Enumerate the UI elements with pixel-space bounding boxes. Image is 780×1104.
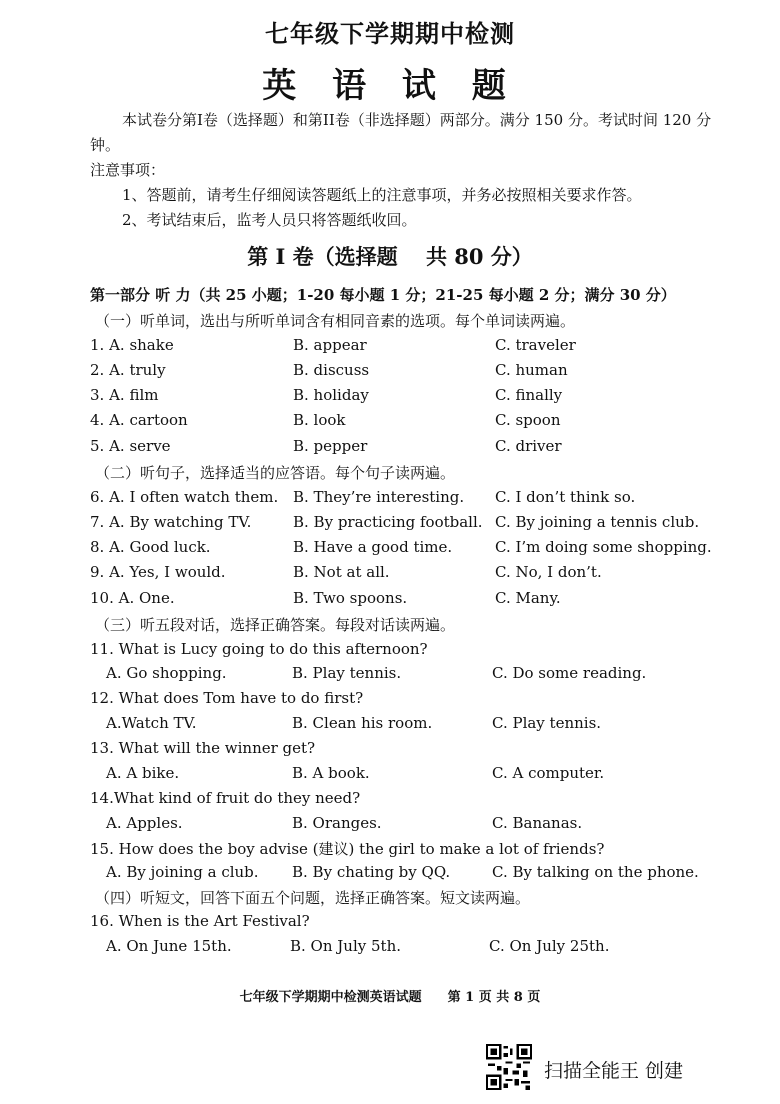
question-row — [90, 513, 730, 537]
section-title: 第 I 卷（选择题 共 80 分） — [247, 244, 533, 269]
question-stem: 13. What will the winner get? — [90, 739, 316, 757]
exam-intro: 本试卷分第I卷（选择题）和第II卷（非选择题）两部分。满分 150 分。考试时间 120 分钟。 — [90, 111, 712, 154]
question-options — [106, 714, 746, 738]
question-row — [90, 488, 730, 512]
option-c: C. traveler — [495, 336, 576, 354]
question-row — [90, 538, 730, 562]
question-stem: 15. How does the boy advise (建议) the girl to make a lot of friends? — [90, 840, 605, 858]
question-options — [106, 764, 746, 788]
question-options — [106, 664, 746, 688]
option-b: B. pepper — [293, 437, 368, 455]
option-c: C. human — [495, 361, 568, 379]
sub-instruction: （四）听短文，回答下面五个问题，选择正确答案。短文读两遍。 — [95, 889, 531, 907]
option-b: B. Clean his room. — [292, 714, 433, 732]
option-c: C. spoon — [495, 411, 561, 429]
option-c: C. I’m doing some shopping. — [495, 538, 712, 556]
option-c: C. driver — [495, 437, 562, 455]
question-stem: 12. What does Tom have to do first? — [90, 689, 364, 707]
option-b: B. They’re interesting. — [293, 488, 465, 506]
option-c: C. By talking on the phone. — [492, 863, 699, 881]
question-stem: 14.What kind of fruit do they need? — [90, 789, 361, 807]
option-a: A. A bike. — [106, 764, 180, 782]
question-row — [90, 563, 730, 587]
option-c: C. Bananas. — [492, 814, 583, 832]
question-stem: 11. What is Lucy going to do this afternoon? — [90, 640, 428, 658]
notes-title: 注意事项： — [90, 161, 166, 179]
option-b: B. Not at all. — [293, 563, 390, 581]
question-stem: 16. When is the Art Festival? — [90, 912, 310, 930]
option-b: B. look — [293, 411, 346, 429]
sub-instruction: （三）听五段对话，选择正确答案。每段对话读两遍。 — [95, 616, 456, 634]
question-row — [90, 361, 730, 385]
exam-title: 七年级下学期期中检测 — [265, 19, 515, 48]
option-b: B. discuss — [293, 361, 370, 379]
page-footer: 七年级下学期期中检测英语试题 第 1 页 共 8 页 — [239, 990, 541, 1005]
option-a: A. By joining a club. — [106, 863, 259, 881]
option-c: C. On July 25th. — [489, 937, 610, 955]
option-a: 9. A. Yes, I would. — [90, 563, 226, 581]
option-a: 10. A. One. — [90, 589, 175, 607]
option-b: B. A book. — [292, 764, 370, 782]
question-row — [90, 437, 730, 461]
option-a: 7. A. By watching TV. — [90, 513, 252, 531]
part-title: 第一部分 听 力（共 25 小题；1-20 每小题 1 分；21-25 每小题 2 分；满分 30 分） — [90, 286, 676, 304]
sub-instruction: （一）听单词，选出与所听单词含有相同音素的选项。每个单词读两遍。 — [95, 312, 576, 330]
option-c: C. Do some reading. — [492, 664, 647, 682]
option-a: 4. A. cartoon — [90, 411, 188, 429]
option-c: C. No, I don’t. — [495, 563, 602, 581]
note-item: 1、答题前，请考生仔细阅读答题纸上的注意事项，并务必按照相关要求作答。 — [122, 186, 642, 204]
option-b: B. On July 5th. — [290, 937, 401, 955]
option-c: C. A computer. — [492, 764, 605, 782]
question-options — [106, 814, 746, 838]
option-b: B. holiday — [293, 386, 369, 404]
sub-instruction: （二）听句子，选择适当的应答语。每个句子读两遍。 — [95, 464, 456, 482]
option-a: A.Watch TV. — [106, 714, 197, 732]
option-b: B. Two spoons. — [293, 589, 408, 607]
option-c: C. Play tennis. — [492, 714, 602, 732]
option-a: 1. A. shake — [90, 336, 174, 354]
qr-code-icon — [486, 1044, 532, 1090]
option-a: A. Go shopping. — [106, 664, 227, 682]
option-b: B. appear — [293, 336, 367, 354]
option-b: B. Play tennis. — [292, 664, 402, 682]
option-c: C. I don’t think so. — [495, 488, 636, 506]
note-item: 2、考试结束后，监考人员只将答题纸收回。 — [122, 211, 417, 229]
option-a: 2. A. truly — [90, 361, 166, 379]
option-a: 8. A. Good luck. — [90, 538, 211, 556]
question-row — [90, 411, 730, 435]
option-a: 5. A. serve — [90, 437, 171, 455]
option-b: B. By practicing football. — [293, 513, 483, 531]
question-row — [90, 336, 730, 360]
option-c: C. finally — [495, 386, 563, 404]
option-b: B. Have a good time. — [293, 538, 453, 556]
option-a: A. On June 15th. — [106, 937, 232, 955]
option-c: C. By joining a tennis club. — [495, 513, 700, 531]
question-row — [90, 386, 730, 410]
exam-subject-title: 英 语 试 题 — [262, 66, 518, 106]
option-a: 6. A. I often watch them. — [90, 488, 279, 506]
question-row — [90, 589, 730, 613]
option-a: 3. A. film — [90, 386, 159, 404]
scanner-watermark: 扫描全能王 创建 — [544, 1060, 684, 1082]
question-options — [106, 937, 746, 961]
option-b: B. By chating by QQ. — [292, 863, 451, 881]
option-b: B. Oranges. — [292, 814, 382, 832]
option-a: A. Apples. — [106, 814, 183, 832]
question-options — [106, 863, 746, 887]
option-c: C. Many. — [495, 589, 561, 607]
